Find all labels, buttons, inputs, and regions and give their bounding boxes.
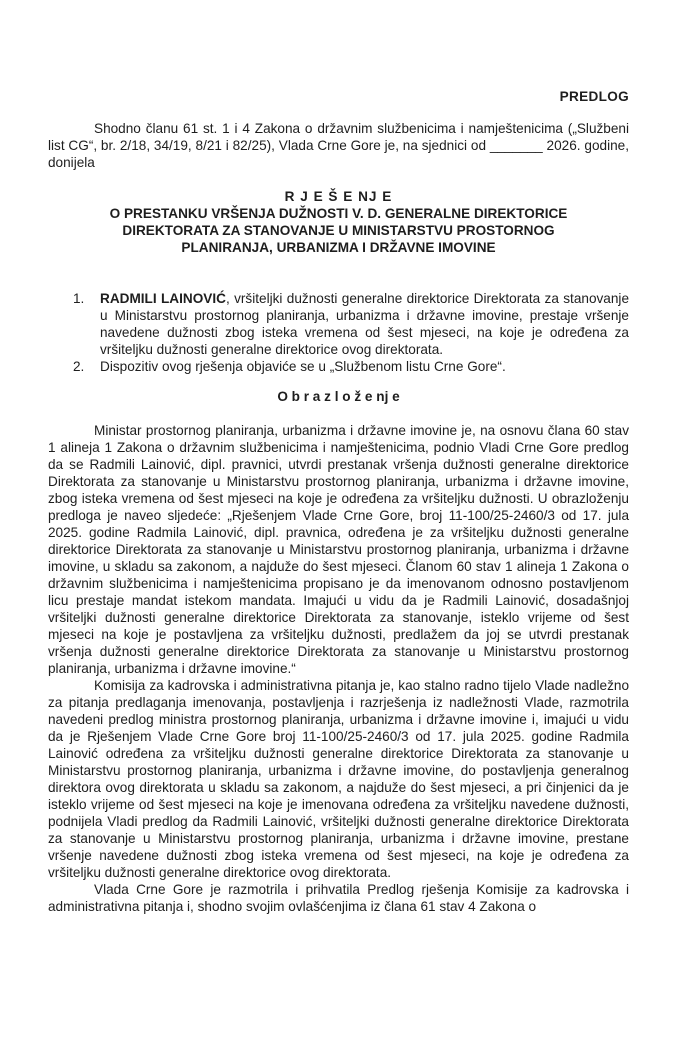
explanation-paragraph-1: Ministar prostornog planiranja, urbanizma i državne imovine je, na osnovu člana 60 stav 1 alineja 1 Zakona o državnim službenicima i namještenicima, podnio Vladi Crne Gore predlog da se Radmili Lainović, dipl. pravnici, utvrdi prestanak vršenja dužnosti generalne direktorice Direktorata za stanovanje u Ministarstvu prostornog planiranja, urbanizma i državne imovine, zbog isteka vremena od šest mjeseci na koje je određena za vršiteljku dužnosti. U obrazloženju predloga je naveo sljedeće: „Rješenjem Vlade Crne Gore, broj 11-100/25-2460/3 od 17. jula 2025. godine Radmila Lainović, dipl. pravnica, određena je za vršiteljku dužnosti generalne direktorice Direktorata za stanovanje u Ministarstvu prostornog planiranja, urbanizma i državne imovine, u skladu sa zakonom, a najduže do šest mjeseci. Članom 60 stav 1 alineja 1 Zakona o državnim službenicima i namještenicima propisano je da imenovanom odnosno postavljenom licu prestaje mandat istekom mandata. Imajući u vidu da je Radmili Lainović, dosadašnjoj vršiteljki dužnosti generalne direktorice Direktorata za stanovanje, isteklo vrijeme od šest mjeseci na koje je postavljena za vršiteljku dužnosti, predlažem da joj se utvrdi prestanak vršenja dužnosti generalne direktorice Direktorata za stanovanje u Ministarstvu prostornog planiranja, urbanizma i državne imovine.“ (48, 423, 629, 676)
decision-title: R J E Š E NJ E (284, 189, 393, 204)
list-item-number: 1. (73, 291, 85, 306)
document-page (0, 88, 679, 1048)
decision-title-block (48, 188, 629, 256)
person-name-bold: RADMILI LAINOVIĆ (100, 291, 226, 306)
list-item-body: , vršiteljki dužnosti generalne direktorice Direktorata za stanovanje u Ministarstvu prostornog planiranja, urbanizma i državne imovine, prestaje vršenje navedene dužnosti zbog isteka vremena od šest mjeseci, na koje je određena za vršiteljku dužnosti generalne direktorice ovog direktorata. (100, 291, 629, 357)
document-tag: PREDLOG (559, 89, 629, 104)
list-item-body: Dispozitiv ovog rješenja objaviće se u „Službenom listu Crne Gore“. (100, 359, 506, 374)
decision-subtitle-line-3: PLANIRANJA, URBANIZMA I DRŽAVNE IMOVINE (181, 240, 496, 255)
decision-subtitle-line-2: DIREKTORATA ZA STANOVANJE U MINISTARSTVU PROSTORNOG (122, 223, 555, 238)
list-item-text (100, 358, 629, 375)
list-item (48, 290, 629, 358)
decision-subtitle-line-1: O PRESTANKU VRŠENJA DUŽNOSTI V. D. GENERALNE DIREKTORICE (109, 206, 568, 221)
list-item-text (100, 290, 629, 358)
decision-items (48, 290, 629, 375)
intro-paragraph: Shodno članu 61 st. 1 i 4 Zakona o državnim službenicima i namještenicima („Službeni list CG“, br. 2/18, 34/19, 8/21 i 82/25), Vlada Crne Gore je, na sjednici od _______ 2026. godine, donijela (48, 121, 629, 170)
list-item-number: 2. (73, 359, 85, 374)
list-item (48, 358, 629, 375)
explanation-section (48, 422, 629, 915)
explanation-paragraph-3: Vlada Crne Gore je razmotrila i prihvatila Predlog rješenja Komisije za kadrovska i administrativna pitanja i, shodno svojim ovlašćenjima iz člana 61 stav 4 Zakona o (48, 882, 629, 914)
section-heading: O b r a z l o ž e nj e (277, 389, 400, 404)
explanation-paragraph-2: Komisija za kadrovska i administrativna pitanja je, kao stalno radno tijelo Vlade nadležno za pitanja predlaganja imenovanja, postavljenja i razrješenja iz nadležnosti Vlade, razmotrila navedeni predlog ministra prostornog planiranja, urbanizma i državne imovine i, imajući u vidu da je Rješenjem Vlade Crne Gore broj 11-100/25-2460/3 od 17. jula 2025. godine Radmila Lainović određena za vršiteljku dužnosti generalne direktorice Direktorata za stanovanje u Ministarstvu prostornog planiranja, urbanizma i državne imovine, do postavljenja generalnog direktora ovog direktorata u skladu sa zakonom, a najduže do šest mjeseci, a pri činjenici da je isteklo vrijeme od šest mjeseci na koje je imenovana određena za vršiteljku navedene dužnosti, podnijela Vladi predlog da Radmili Lainović, vršiteljki dužnosti generalne direktorice Direktorata za stanovanje u Ministarstvu prostornog planiranja, urbanizma i državne imovine, prestane vršenje navedene dužnosti zbog isteka vremena od šest mjeseci, na koje je određena za vršiteljku dužnosti generalne direktorice ovog direktorata. (48, 678, 629, 880)
